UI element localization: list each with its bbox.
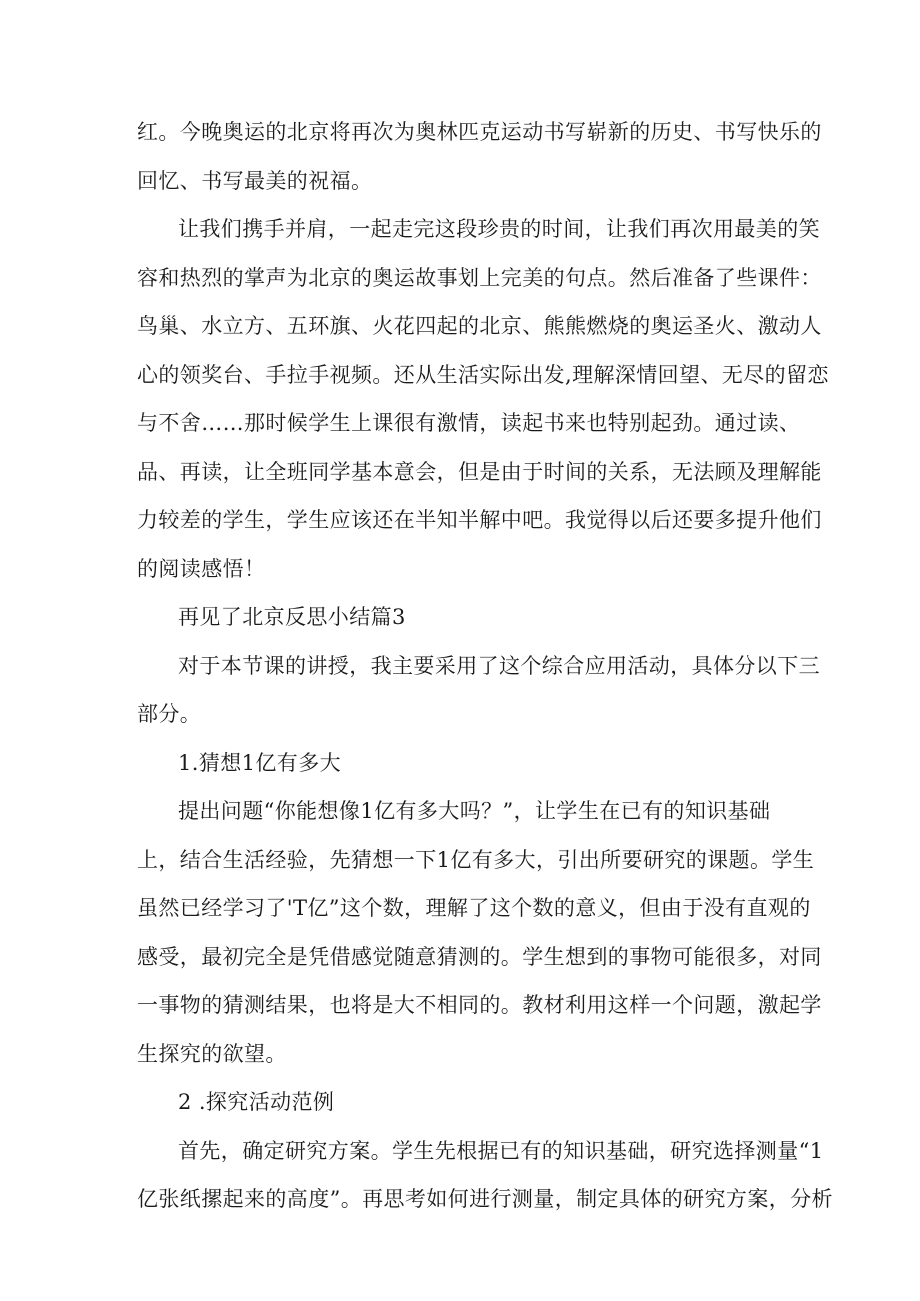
text-line: 品、再读，让全班同学基本意会，但是由于时间的关系，无法顾及理解能 [137, 460, 822, 484]
text-line: 亿张纸摞起来的高度”。再思考如何进行测量，制定具体的研究方案，分析 [137, 1187, 833, 1211]
text-line: 上，结合生活经验，先猜想一下1亿有多大，引出所要研究的课题。学生 [137, 848, 815, 872]
text-line: 部分。 [137, 702, 202, 726]
text-line: 的阅读感悟！ [137, 557, 266, 581]
text-line: 容和热烈的掌声为北京的奥运故事划上完美的句点。然后准备了些课件： [137, 266, 822, 290]
text-line: 与不舍……那时候学生上课很有激情，读起书来也特别起劲。通过读、 [137, 411, 801, 435]
text-line: 回忆、书写最美的祝福。 [137, 169, 373, 193]
text-line: 对于本节课的讲授，我主要采用了这个综合应用活动，具体分以下三 [178, 654, 820, 678]
text-line: 让我们携手并肩，一起走完这段珍贵的时间，让我们再次用最美的笑 [178, 217, 820, 241]
text-line: 生探究的欲望。 [137, 1042, 287, 1066]
text-line: 首先，确定研究方案。学生先根据已有的知识基础，研究选择测量“1 [178, 1139, 824, 1163]
subheading: 1.猜想1亿有多大 [178, 751, 341, 775]
text-line: 提出问题“你能想像1亿有多大吗？”，让学生在已有的知识基础 [178, 799, 771, 823]
text-line: 红。今晚奥运的北京将再次为奥林匹克运动书写崭新的历史、书写快乐的 [137, 120, 822, 144]
text-line: 鸟巢、水立方、五环旗、火花四起的北京、熊熊燃烧的奥运圣火、激动人 [137, 314, 822, 338]
text-line: 力较差的学生，学生应该还在半知半解中吧。我觉得以后还要多提升他们 [137, 508, 822, 532]
text-line: 心的领奖台、手拉手视频。还从生活实际出发,理解深情回望、无尽的留恋 [137, 363, 829, 387]
subheading: 2 .探究活动范例 [178, 1090, 335, 1114]
text-line: 虽然已经学习了'T亿”这个数，理解了这个数的意义，但由于没有直观的 [137, 896, 811, 920]
section-heading: 再见了北京反思小结篇3 [178, 605, 406, 629]
text-line: 一事物的猜测结果，也将是大不相同的。教材利用这样一个问题，激起学 [137, 993, 822, 1017]
text-line: 感受，最初完全是凭借感觉随意猜测的。学生想到的事物可能很多，对同 [137, 945, 822, 969]
